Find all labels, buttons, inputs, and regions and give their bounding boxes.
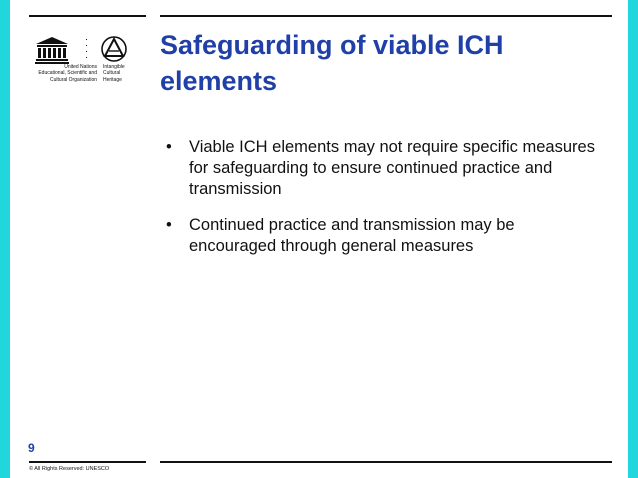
top-right-rule: [160, 15, 612, 17]
logo-left-line: Educational, Scientific and: [38, 70, 97, 77]
bullet-glyph: •: [166, 216, 172, 234]
copyright-notice: © All Rights Reserved: UNESCO: [29, 466, 110, 472]
bullet-text: Continued practice and transmission may be encouraged through general measures: [189, 216, 515, 255]
bottom-left-rule: [29, 461, 146, 463]
bullet-text: Viable ICH elements may not require specific measures for safeguarding to ensure continued practice and transmission: [189, 138, 595, 198]
page-number: 9: [28, 441, 35, 455]
logo-graphic: [26, 35, 150, 65]
bullet-list: [165, 137, 605, 272]
separator-dots: [86, 39, 87, 58]
unesco-temple-icon: [35, 37, 69, 64]
logo-ich-text: [103, 64, 143, 83]
slide: [10, 0, 628, 478]
logo-organization-text: [32, 64, 97, 83]
top-left-rule: [29, 15, 146, 17]
bullet-glyph: •: [166, 138, 172, 156]
logo-left-line: Cultural Organization: [50, 76, 97, 83]
logo-right-line: Cultural: [103, 70, 121, 77]
slide-title: Safeguarding of viable ICH elements: [160, 30, 504, 96]
logo-right-line: Heritage: [103, 76, 122, 83]
ich-emblem-icon: [102, 37, 126, 61]
bullet-item: [165, 137, 605, 200]
bottom-right-rule: [160, 461, 612, 463]
logo-right-line: Intangible: [103, 64, 125, 70]
logo-left-line: United Nations: [64, 64, 97, 70]
unesco-ich-logo: [26, 35, 150, 85]
bullet-item: [165, 215, 605, 257]
